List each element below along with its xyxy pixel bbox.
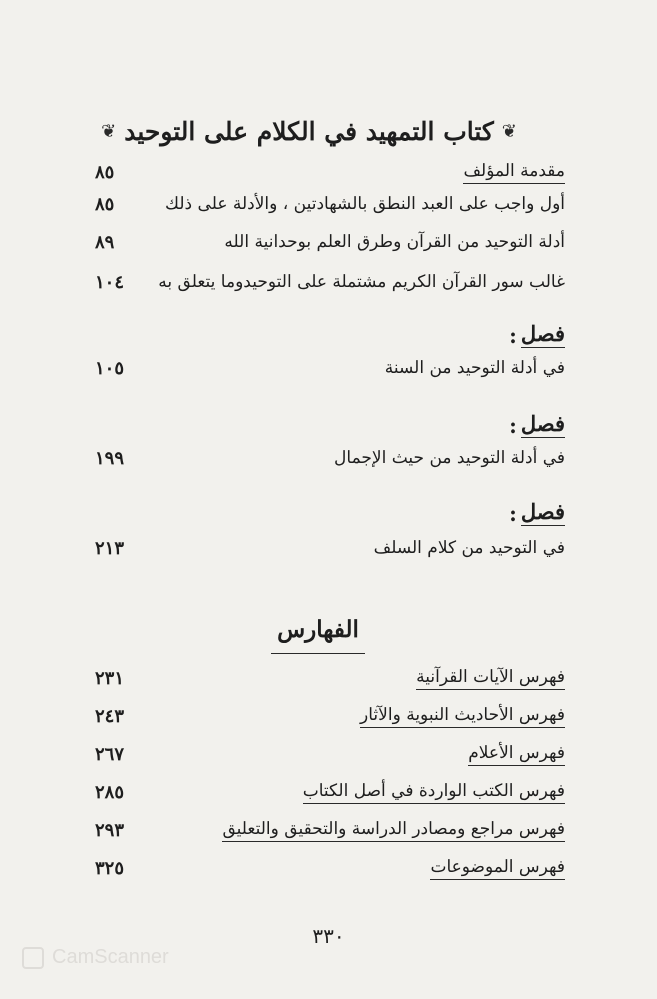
index-entry-text: فهرس الآيات القرآنية bbox=[416, 667, 565, 690]
chapter-heading bbox=[509, 402, 565, 438]
camscanner-logo-icon bbox=[22, 947, 44, 969]
toc-entry-text: أول واجب على العبد النطق بالشهادتين ، والأدلة على ذلك bbox=[165, 194, 565, 214]
index-entry-text: فهرس الأعلام bbox=[468, 743, 565, 766]
index-page-number: ٢٦٧ bbox=[95, 743, 125, 765]
page-number: ٣٣٠ bbox=[312, 924, 345, 948]
chapter-heading bbox=[509, 490, 565, 526]
index-row bbox=[95, 738, 565, 770]
index-page-number: ٢٩٣ bbox=[95, 819, 125, 841]
chapter-page-number: ٢١٣ bbox=[95, 537, 125, 559]
chapter-heading-word: فصل bbox=[520, 411, 565, 436]
toc-row bbox=[95, 156, 565, 188]
flower-ornament-icon: ❦ bbox=[501, 120, 517, 142]
index-page-number: ٢٣١ bbox=[95, 667, 125, 689]
indexes-title-text: الفهارس bbox=[271, 616, 365, 654]
chapter-row bbox=[95, 352, 565, 384]
index-entry-text: فهرس الأحاديث النبوية والآثار bbox=[360, 705, 565, 728]
toc-row bbox=[95, 266, 565, 298]
chapter-page-number: ١٩٩ bbox=[95, 447, 125, 469]
toc-row bbox=[95, 188, 565, 220]
chapter-heading-colon: : bbox=[509, 413, 517, 438]
scanner-watermark bbox=[22, 946, 169, 969]
chapter-heading-word: فصل bbox=[520, 321, 565, 346]
index-entry-text: فهرس الموضوعات bbox=[430, 857, 565, 880]
chapter-row bbox=[95, 442, 565, 474]
chapter-text: في أدلة التوحيد من حيث الإجمال bbox=[334, 448, 565, 468]
index-row bbox=[95, 776, 565, 808]
scanner-watermark-text: CamScanner bbox=[52, 946, 169, 968]
index-row bbox=[95, 852, 565, 884]
toc-row bbox=[95, 226, 565, 258]
indexes-title bbox=[258, 616, 378, 654]
page-title: كتاب التمهيد في الكلام على التوحيد bbox=[124, 116, 494, 146]
chapter-page-number: ١٠٥ bbox=[95, 357, 125, 379]
chapter-heading-word: فصل bbox=[520, 499, 565, 524]
toc-entry-text: غالب سور القرآن الكريم مشتملة على التوحيدوما يتعلق به bbox=[158, 272, 565, 292]
index-page-number: ٢٤٣ bbox=[95, 705, 125, 727]
index-row bbox=[95, 662, 565, 694]
chapter-heading-colon: : bbox=[509, 323, 517, 348]
index-entry-text: فهرس الكتب الواردة في أصل الكتاب bbox=[303, 781, 565, 804]
chapter-text: في التوحيد من كلام السلف bbox=[373, 538, 565, 558]
toc-page-number: ٨٥ bbox=[95, 161, 115, 183]
index-page-number: ٣٢٥ bbox=[95, 857, 125, 879]
chapter-heading-colon: : bbox=[509, 501, 517, 526]
index-entry-text: فهرس مراجع ومصادر الدراسة والتحقيق والتعليق bbox=[222, 819, 565, 842]
index-row bbox=[95, 814, 565, 846]
index-page-number: ٢٨٥ bbox=[95, 781, 125, 803]
toc-page-number: ٨٥ bbox=[95, 193, 115, 215]
toc-entry-text: مقدمة المؤلف bbox=[463, 161, 565, 184]
index-row bbox=[95, 700, 565, 732]
chapter-text: في أدلة التوحيد من السنة bbox=[384, 358, 565, 378]
chapter-heading bbox=[509, 312, 565, 348]
flower-ornament-icon: ❦ bbox=[101, 120, 117, 142]
toc-page-number: ٨٩ bbox=[95, 231, 115, 253]
toc-page-number: ١٠٤ bbox=[95, 271, 125, 293]
title-row bbox=[100, 112, 518, 150]
chapter-row bbox=[95, 532, 565, 564]
toc-entry-text: أدلة التوحيد من القرآن وطرق العلم بوحدانية الله bbox=[224, 232, 565, 252]
